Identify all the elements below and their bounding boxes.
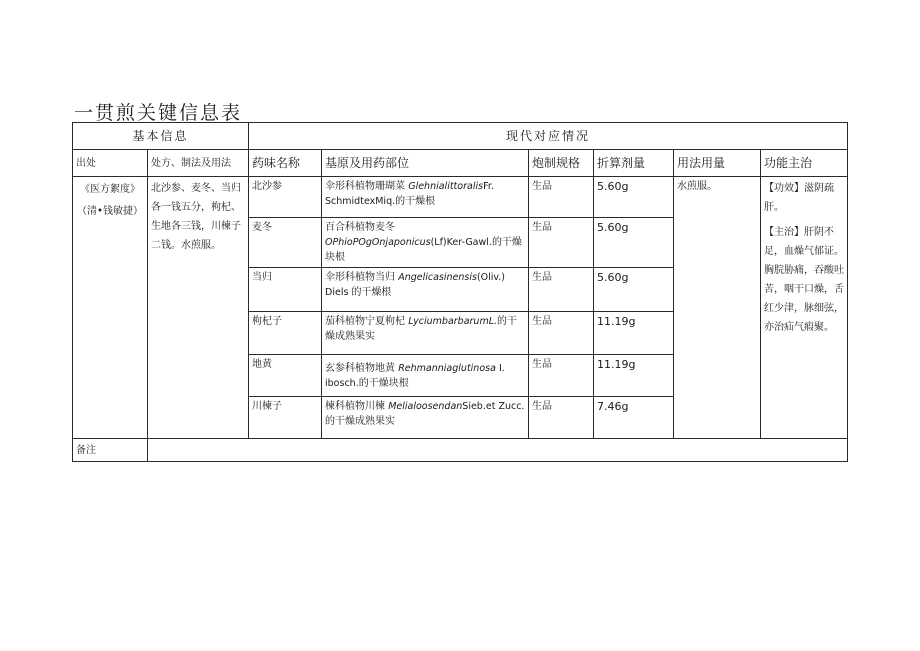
remark-label: 备注	[73, 439, 148, 462]
remark-value	[148, 439, 848, 462]
herb-name: 川楝子	[249, 397, 322, 439]
herb-dose: 11.19g	[594, 312, 674, 355]
herb-processing: 生品	[529, 397, 594, 439]
herb-dose: 11.19g	[594, 355, 674, 397]
herb-dose: 7.46g	[594, 397, 674, 439]
herb-dose: 5.60g	[594, 268, 674, 312]
herb-name: 当归	[249, 268, 322, 312]
indication-text: 肝阴不足，血燥气郁证。胸脘胁痛，吞酸吐苦，咽干口燥，舌红少津，脉细弦，亦治疝气瘕聚。	[764, 227, 845, 333]
herb-processing: 生品	[529, 355, 594, 397]
header-herb-name: 药味名称	[249, 150, 322, 177]
herb-dose: 5.60g	[594, 177, 674, 218]
header-source: 出处	[73, 150, 148, 177]
herb-origin: 百合科植物麦冬 OPhioPOgOnjaponicus(Lf)Ker-Gawl.的干燥块根	[322, 218, 529, 268]
herb-processing: 生品	[529, 312, 594, 355]
herb-origin: 伞形科植物当归 Angelicasinensis(Oliv.) Diels 的干燥根	[322, 268, 529, 312]
header-processing: 炮制规格	[529, 150, 594, 177]
indication-label: 【主治】	[764, 227, 805, 238]
herb-name: 枸杞子	[249, 312, 322, 355]
herb-name: 麦冬	[249, 218, 322, 268]
header-modern: 现代对应情况	[249, 123, 848, 150]
herb-name: 地黄	[249, 355, 322, 397]
prescription-cell: 北沙参、麦冬、当归各一钱五分，枸杞、生地各三钱，川楝子二钱。水煎服。	[148, 177, 249, 439]
header-origin: 基原及用药部位	[322, 150, 529, 177]
herb-origin: 茄科植物宁夏枸杞 LyciumbarbarumL.的干燥成熟果实	[322, 312, 529, 355]
herb-origin: 玄参科植物地黄 Rehmanniaglutinosa I. ibosch.的干燥块根	[322, 355, 529, 397]
header-function: 功能主治	[761, 150, 848, 177]
herb-name: 北沙参	[249, 177, 322, 218]
header-prescription: 处方、制法及用法	[148, 150, 249, 177]
header-basic-info: 基本信息	[73, 123, 249, 150]
header-usage: 用法用量	[674, 150, 761, 177]
function-cell	[761, 177, 848, 439]
page-title: 一贯煎关键信息表	[74, 102, 243, 124]
herb-dose: 5.60g	[594, 218, 674, 268]
herb-processing: 生品	[529, 268, 594, 312]
herb-origin: 楝科植物川楝 MelialoosendanSieb.et Zucc.的干燥成熟果实	[322, 397, 529, 439]
table-row	[73, 177, 848, 218]
key-info-table	[72, 122, 848, 462]
herb-processing: 生品	[529, 177, 594, 218]
header-dose: 折算剂量	[594, 150, 674, 177]
herb-processing: 生品	[529, 218, 594, 268]
efficacy-text: 滋阴疏肝。	[764, 183, 835, 213]
efficacy-label: 【功效】	[764, 183, 805, 194]
source-cell: 《医方絮度》（清•钱敏捷）	[73, 177, 148, 439]
usage-cell: 水煎服。	[674, 177, 761, 439]
herb-origin: 伞形科植物珊瑚菜 GlehnialittoralisFr. SchmidtexMiq.的干燥根	[322, 177, 529, 218]
